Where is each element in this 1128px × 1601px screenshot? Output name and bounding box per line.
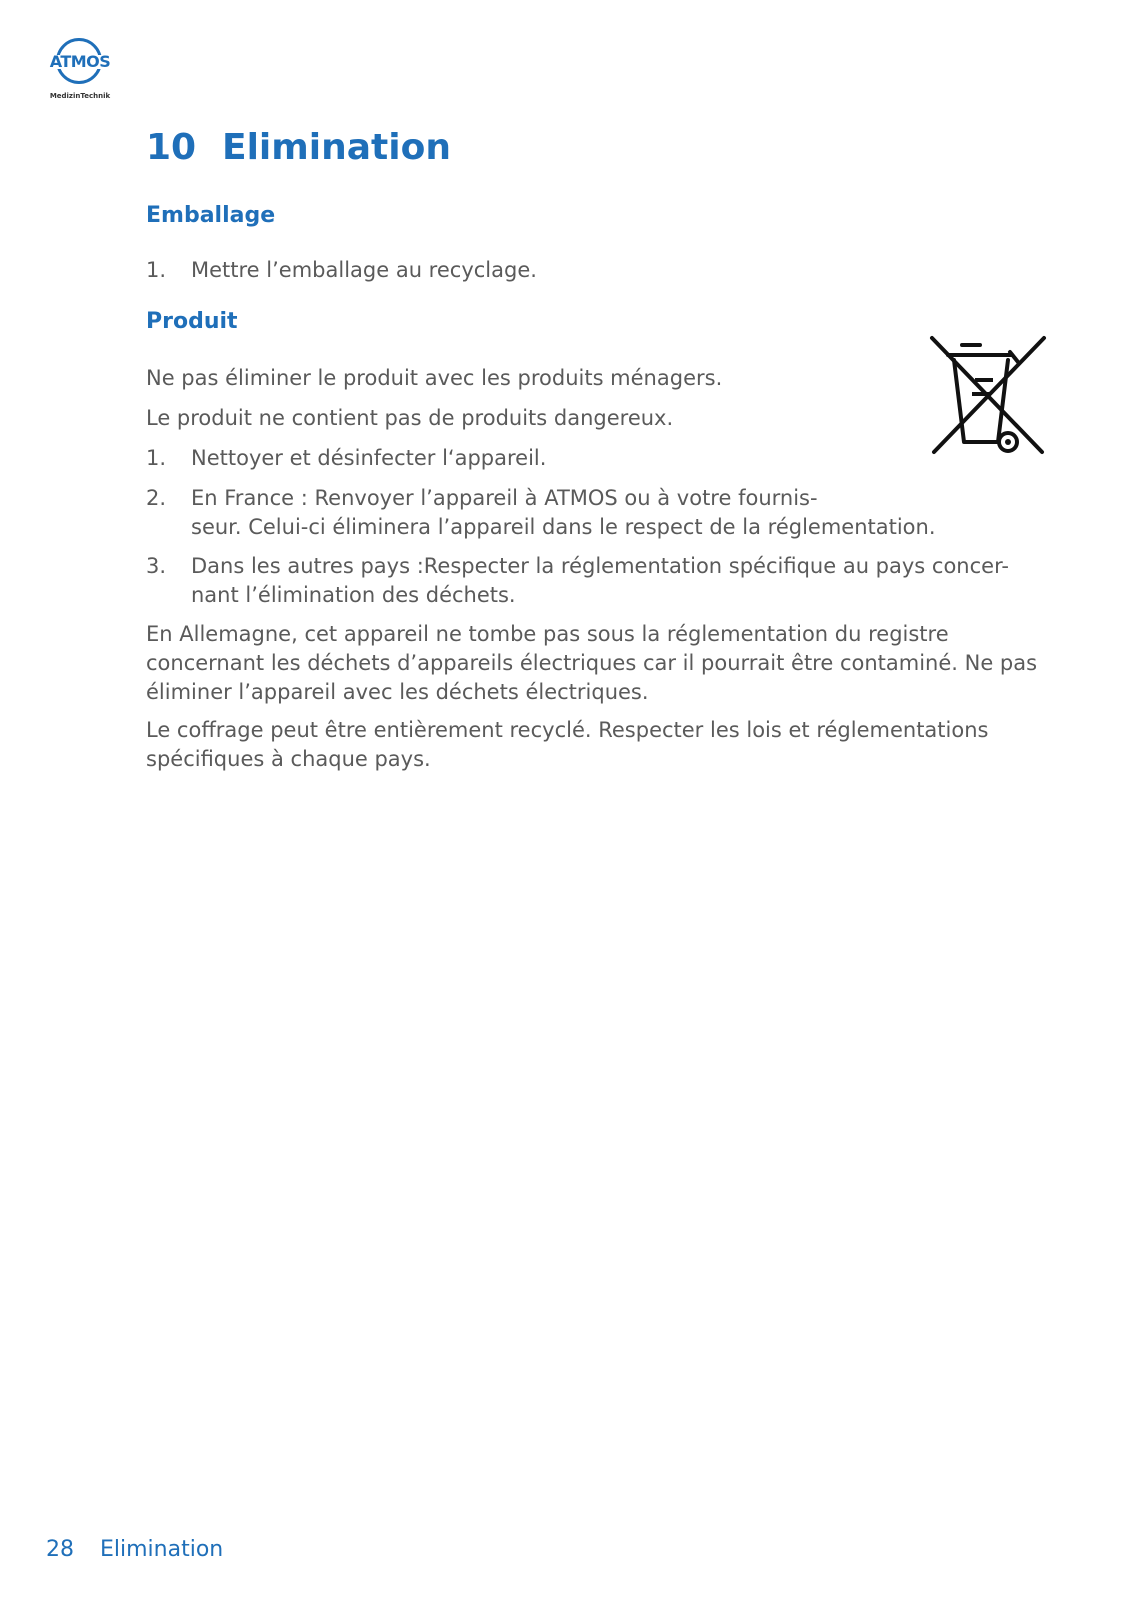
- section-title-packaging: Emballage: [146, 203, 276, 228]
- list-item: [146, 256, 1066, 285]
- list-number: 3.: [146, 554, 167, 578]
- list-text-line: Dans les autres pays :Respecter la réglementation spécifique au pays concer-: [191, 554, 1009, 578]
- section-title-product: Produit: [146, 309, 238, 334]
- chapter-title: Elimination: [222, 127, 451, 168]
- product-note-hazardous: Le produit ne contient pas de produits dangereux.: [146, 406, 674, 430]
- page-number: 28: [46, 1537, 74, 1562]
- list-number: 1.: [146, 258, 167, 282]
- list-text: Nettoyer et désinfecter l‘appareil.: [191, 446, 547, 470]
- logo-wordmark: ATMOS: [49, 52, 111, 71]
- list-item: [146, 444, 1066, 473]
- housing-recycling-paragraph: Le coffrage peut être entièrement recyclé. Respecter les lois et réglementations spécifiques à chaque pays.: [146, 718, 989, 771]
- germany-regulation-paragraph: En Allemagne, cet appareil ne tombe pas sous la réglementation du registre concernant les déchets d’appareils électriques car il pourrait être contaminé. Ne pas éliminer l’appareil avec les déchets électriques.: [146, 622, 1038, 704]
- list-number: 1.: [146, 446, 167, 470]
- page-footer: [46, 1536, 223, 1564]
- list-text: Mettre l’emballage au recyclage.: [191, 258, 537, 282]
- list-text-line: nant l’élimination des déchets.: [191, 583, 516, 607]
- chapter-number: 10: [146, 127, 197, 168]
- page-title: [146, 125, 451, 171]
- footer-section-label: Elimination: [100, 1537, 224, 1562]
- product-note-household: Ne pas éliminer le produit avec les produits ménagers.: [146, 366, 723, 390]
- crossed-out-wheelie-bin-icon: [928, 334, 1048, 456]
- list-text-line: seur. Celui-ci éliminera l’appareil dans le respect de la réglementation.: [191, 515, 936, 539]
- list-text-line: En France : Renvoyer l’appareil à ATMOS ou à votre fournis-: [191, 486, 818, 510]
- list-number: 2.: [146, 486, 167, 510]
- list-item: [146, 552, 1066, 610]
- logo-subtitle: MedizinTechnik: [49, 92, 111, 100]
- list-item: [146, 484, 1066, 542]
- atmos-logo: [44, 38, 116, 104]
